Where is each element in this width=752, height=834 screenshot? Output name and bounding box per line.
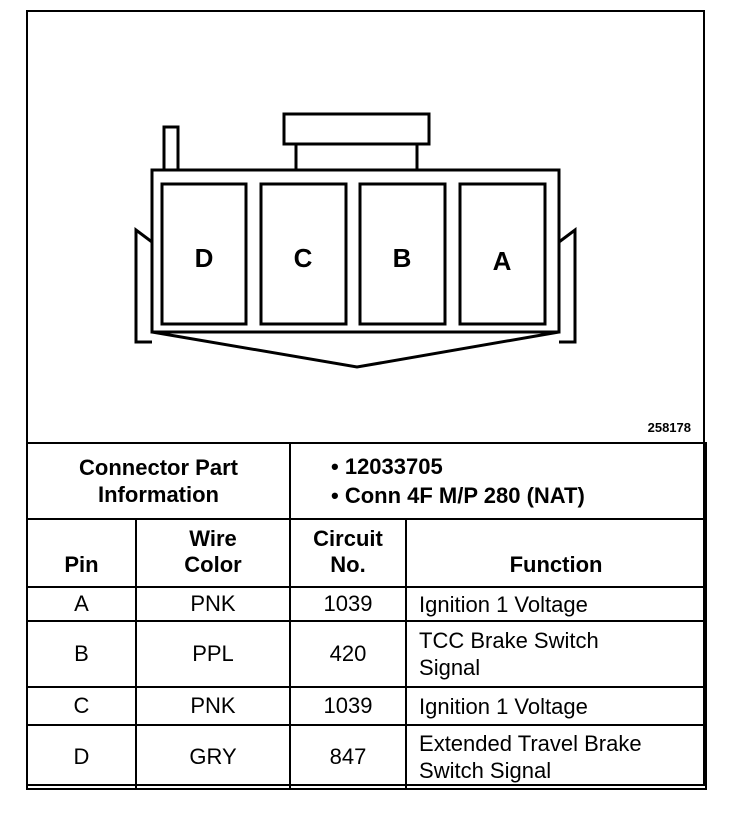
connector-drawing: [28, 12, 703, 440]
function-cell: [406, 725, 706, 789]
right-rib: [559, 230, 575, 342]
function-line2: Signal: [419, 655, 481, 680]
header-function: Function: [406, 519, 706, 587]
connector-frame: [26, 10, 705, 786]
part-info-values: [290, 443, 706, 519]
part-info-label-line1: Connector Part: [79, 455, 238, 480]
circuit-cell: 1039: [290, 687, 406, 725]
key-chevron: [152, 332, 559, 367]
table-row: [27, 725, 706, 789]
part-info-label: [27, 443, 290, 519]
header-pin: Pin: [27, 519, 136, 587]
circuit-cell: 1039: [290, 587, 406, 621]
header-wire-color: [136, 519, 290, 587]
color-cell: PNK: [136, 587, 290, 621]
left-rib: [136, 230, 152, 342]
header-wire-line2: Color: [184, 552, 242, 577]
color-cell: PNK: [136, 687, 290, 725]
function-line1: Ignition 1 Voltage: [419, 591, 588, 617]
connector-table: [26, 442, 707, 790]
header-circuit-line2: No.: [330, 552, 366, 577]
table-row: [27, 621, 706, 687]
function-line2: Switch Signal: [419, 758, 552, 783]
table-row: [27, 687, 706, 725]
top-lug: [284, 114, 429, 144]
function-line1: TCC Brake Switch: [419, 628, 599, 653]
header-row: [27, 519, 706, 587]
latch-tab: [164, 127, 178, 170]
function-cell: [406, 621, 706, 687]
function-cell: [406, 587, 706, 621]
circuit-cell: 420: [290, 621, 406, 687]
header-circuit-line1: Circuit: [313, 526, 383, 551]
pin-label-d: D: [194, 243, 214, 273]
pin-cell: D: [27, 725, 136, 789]
pin-cell: C: [27, 687, 136, 725]
pin-label-a: A: [492, 246, 512, 276]
header-circuit: [290, 519, 406, 587]
connector-description: • Conn 4F M/P 280 (NAT): [331, 483, 585, 508]
header-wire-line1: Wire: [189, 526, 237, 551]
part-number: • 12033705: [331, 454, 443, 479]
table-row: [27, 587, 706, 621]
function-cell: [406, 687, 706, 725]
pin-label-c: C: [293, 243, 313, 273]
figure-id: 258178: [647, 420, 691, 435]
connector-diagram: [28, 12, 703, 440]
pin-cell: B: [27, 621, 136, 687]
color-cell: PPL: [136, 621, 290, 687]
function-line1: Extended Travel Brake: [419, 731, 642, 756]
circuit-cell: 847: [290, 725, 406, 789]
pin-label-b: B: [392, 243, 412, 273]
part-info-label-line2: Information: [98, 482, 219, 507]
part-info-row: [27, 443, 706, 519]
color-cell: GRY: [136, 725, 290, 789]
pin-cell: A: [27, 587, 136, 621]
function-line1: Ignition 1 Voltage: [419, 693, 588, 719]
